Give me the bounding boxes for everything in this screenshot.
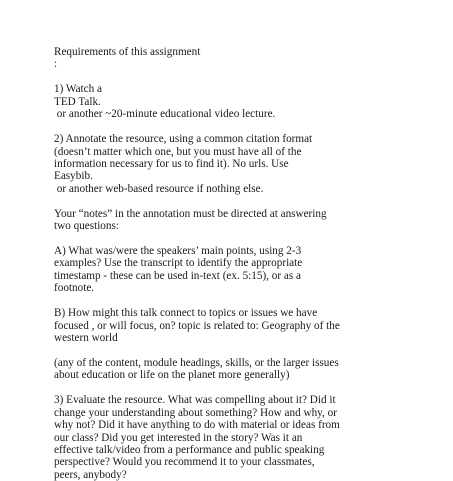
question-a-line: examples? Use the transcript to identify the appropriate (54, 257, 303, 270)
requirement-3-line: our class? Did you get interested in the story? Was it an (54, 431, 303, 444)
requirement-2-line: Easybib. (54, 170, 93, 183)
question-b-line: western world (54, 332, 118, 344)
question-a-line: footnote. (54, 282, 95, 295)
question-a-line: A) What was/were the speakers’ main points, using 2-3 (54, 245, 302, 258)
question-b-note-line: (any of the content, module headings, skills, or the larger issues (54, 356, 339, 369)
question-a (54, 245, 434, 295)
requirement-3-line: 3) Evaluate the resource. What was compelling about it? Did it (54, 394, 336, 407)
question-a-line: timestamp - these can be used in-text (ex. 5:15), or as a (54, 269, 301, 282)
document-title: Requirements of this assignment (54, 46, 201, 58)
question-b-note-line: about education or life on the planet more generally) (54, 369, 290, 382)
requirement-3-line: change your understanding about something? How and why, or (54, 406, 337, 419)
requirement-3-line: peers, anybody? (54, 468, 127, 481)
document-title-colon: : (54, 58, 58, 71)
requirement-1-line: 1) Watch a (54, 83, 102, 96)
requirement-2-line: 2) Annotate the resource, using a common citation format (54, 133, 313, 146)
notes-intro-line: Your “notes” in the annotation must be directed at answering (54, 207, 327, 220)
requirement-2 (54, 133, 434, 195)
question-b-line: focused , or will focus, on? topic is related to: Geography of the (54, 319, 340, 332)
requirement-3-line: effective talk/video from a performance and public speaking (54, 443, 325, 456)
requirement-3-line: why not? Did it have anything to do with material or ideas from (54, 419, 340, 432)
question-b-line: B) How might this talk connect to topics or issues we have (54, 307, 318, 320)
question-b (54, 307, 434, 344)
requirement-3-line: perspective? Would you recommend it to your classmates, (54, 456, 315, 469)
requirement-1-line: TED Talk. (54, 95, 101, 108)
requirement-1-line: or another ~20-minute educational video lecture. (54, 108, 276, 121)
requirement-1 (54, 83, 434, 120)
notes-intro-line: two questions: (54, 220, 119, 233)
requirement-2-line: (doesn’t matter which one, but you must have all of the (54, 145, 302, 158)
question-b-note (54, 357, 434, 382)
assignment-text (54, 46, 434, 481)
notes-intro (54, 208, 434, 233)
requirement-2-line: or another web-based resource if nothing else. (54, 182, 264, 195)
requirement-3 (54, 394, 434, 481)
requirement-2-line: information necessary for us to find it). No urls. Use (54, 157, 289, 170)
